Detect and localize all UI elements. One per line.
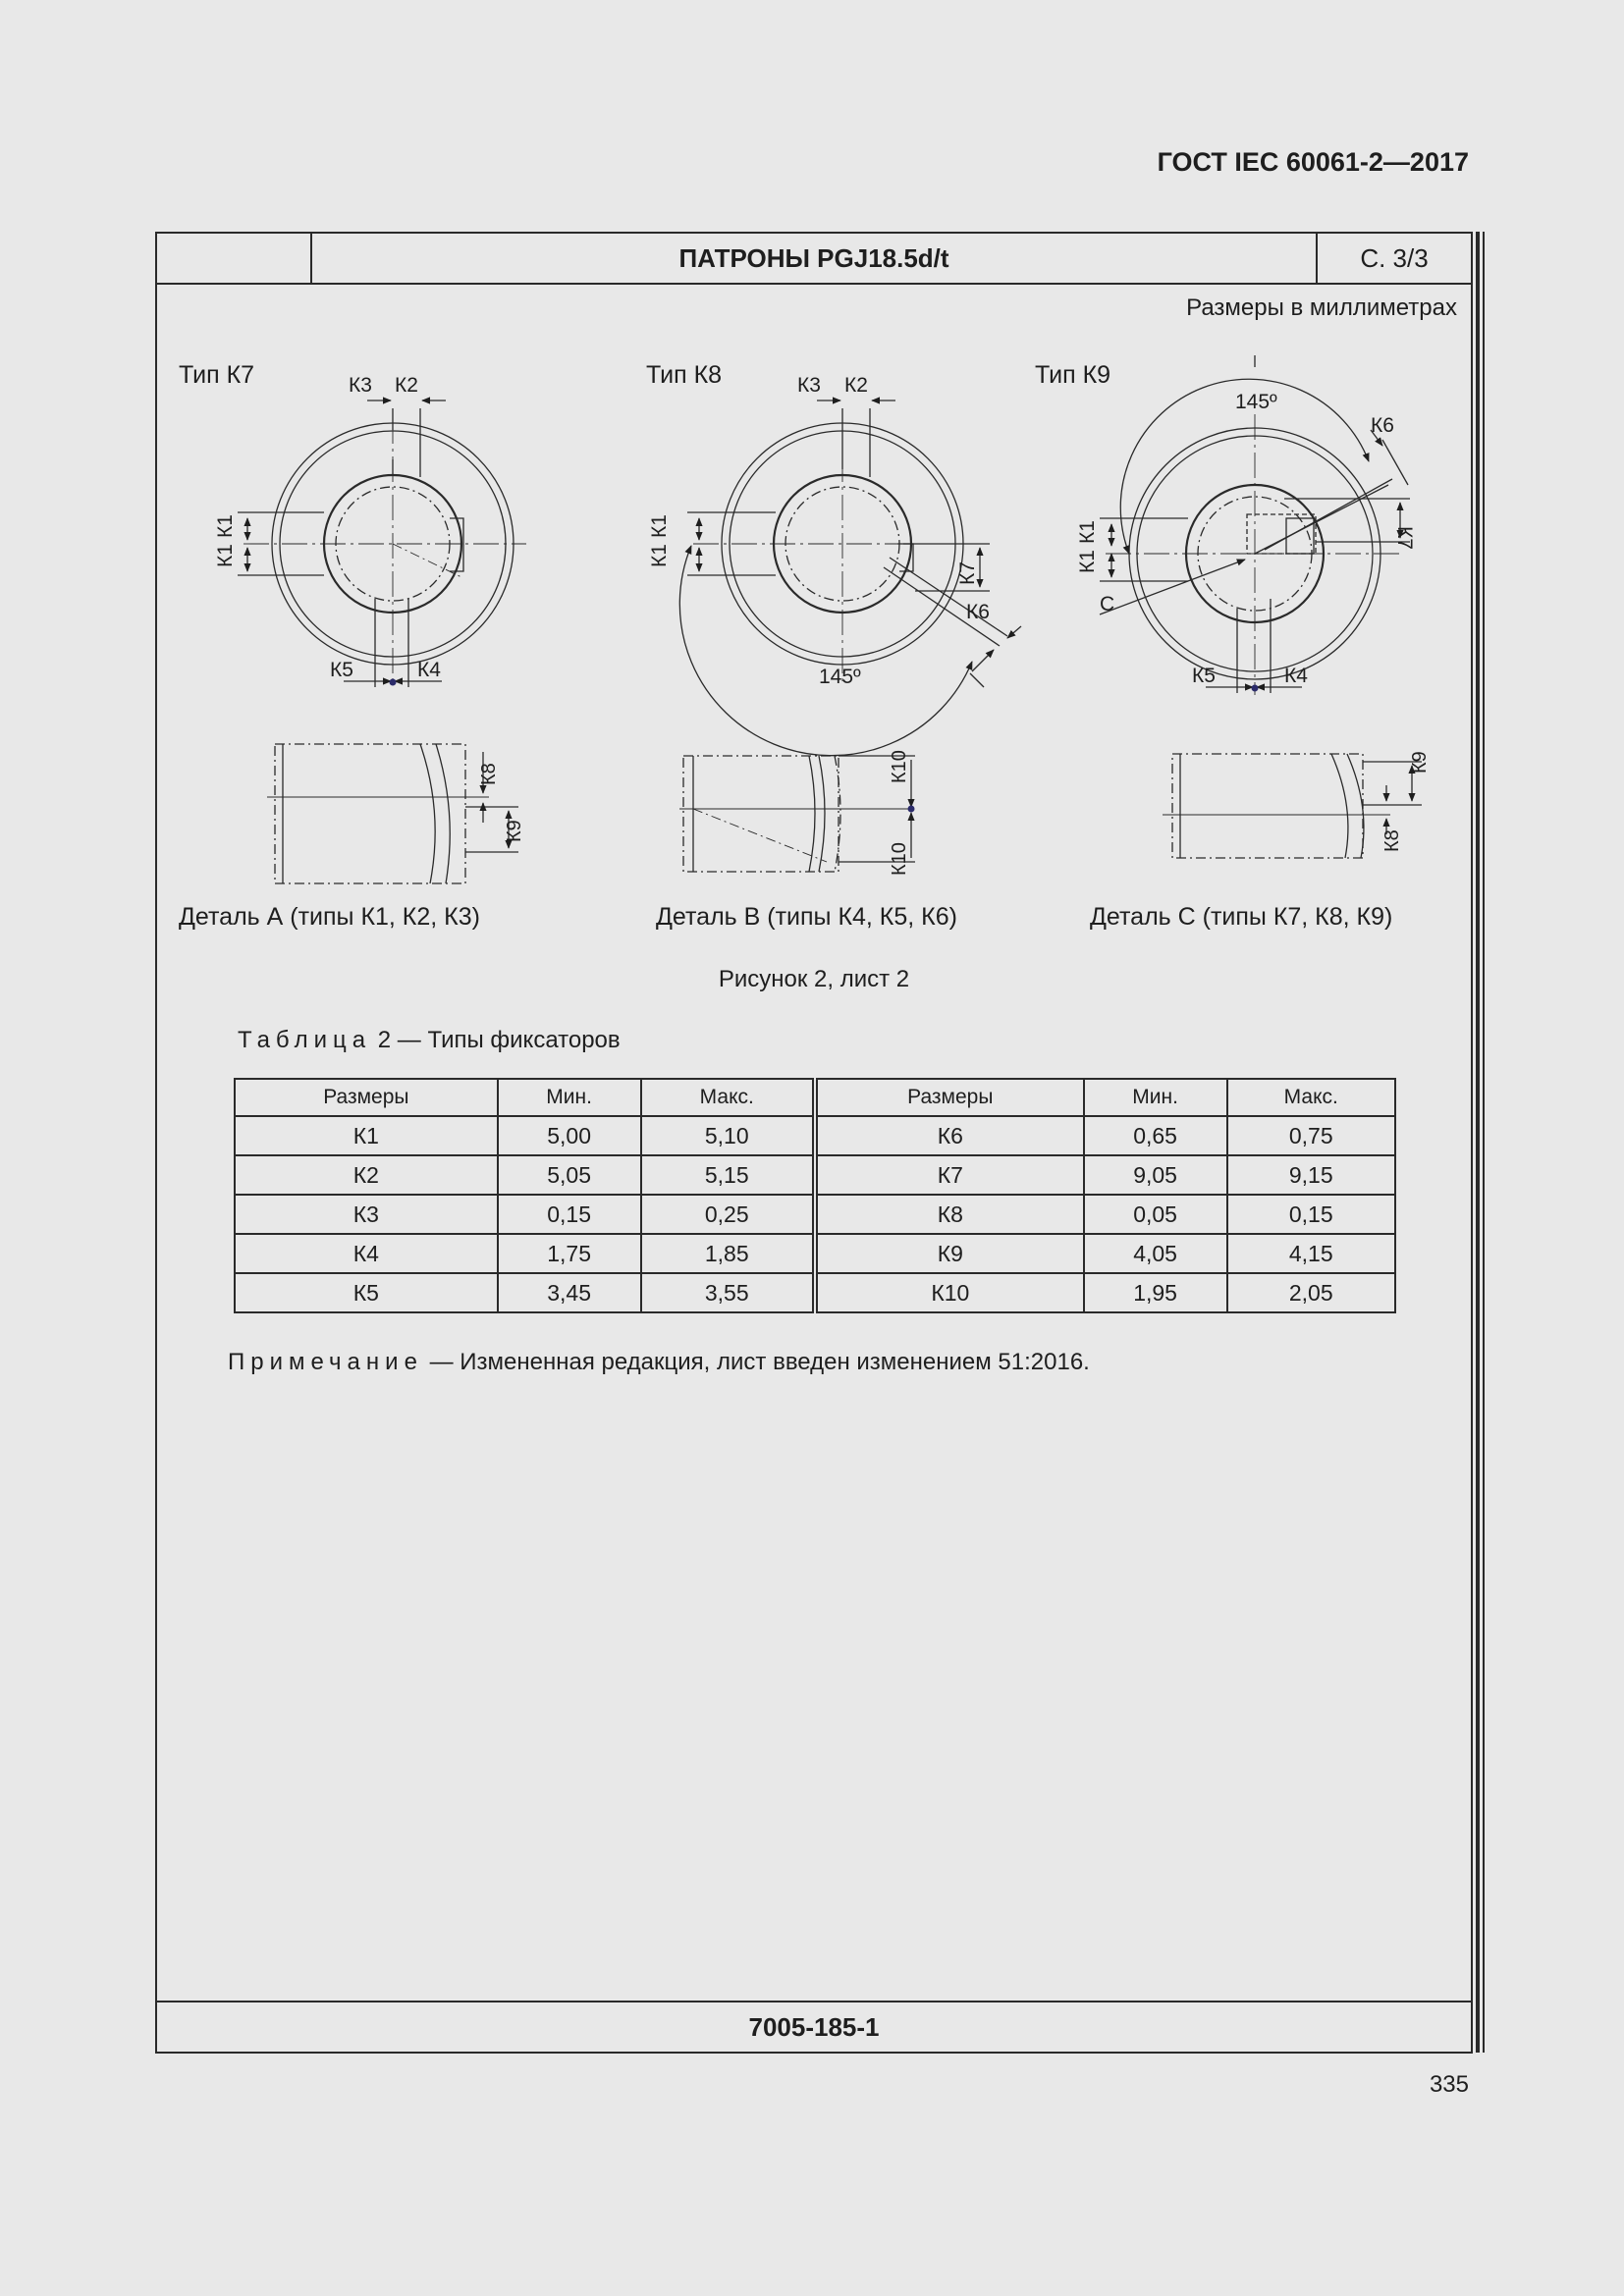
note-dash: —	[429, 1349, 454, 1375]
frame-double-rule	[1476, 232, 1480, 2053]
table-cell: 1,75	[498, 1234, 641, 1273]
dim-k9-angle: 145º	[1235, 391, 1277, 413]
table-caption: 2 — Типы фиксаторов	[377, 1027, 621, 1053]
dim-k9-k6: К6	[1371, 414, 1394, 437]
table-cell: К6	[815, 1116, 1084, 1155]
note-label: Примечание	[228, 1349, 423, 1375]
dim-k7-k4: К4	[417, 659, 441, 681]
table-cell: 5,05	[498, 1155, 641, 1195]
dim-k8-k7: К7	[956, 561, 979, 585]
dim-k8-k2: К2	[844, 374, 868, 397]
page-number: 335	[1429, 2071, 1469, 2098]
dim-k9-k1: К1	[1076, 550, 1099, 573]
table-cell: 0,65	[1084, 1116, 1227, 1155]
table-header-row	[235, 1079, 1395, 1116]
dim-k8-k1b: К1	[648, 514, 671, 538]
table-cell: 0,05	[1084, 1195, 1227, 1234]
dim-k8-angle: 145º	[819, 666, 861, 688]
label-type-k8: Тип К8	[646, 361, 723, 389]
col-header: Размеры	[815, 1079, 1084, 1116]
dim-k9-k5: К5	[1192, 665, 1216, 687]
dim-k9-k7: К7	[1393, 526, 1416, 550]
table-row	[235, 1155, 1395, 1195]
table-row	[235, 1273, 1395, 1312]
drawing-type-k7	[238, 400, 526, 687]
table-cell: К2	[235, 1155, 498, 1195]
dim-detail-c-k8: К8	[1381, 829, 1403, 852]
table-cell: 0,15	[498, 1195, 641, 1234]
table-cell: 2,05	[1227, 1273, 1395, 1312]
col-header: Размеры	[235, 1079, 498, 1116]
dim-k8-k3: К3	[797, 374, 821, 397]
table-cell: 9,15	[1227, 1155, 1395, 1195]
table-cell: 5,10	[641, 1116, 815, 1155]
technical-drawing	[157, 234, 1471, 960]
dim-k7-k5: К5	[330, 659, 353, 681]
standard-code: ГОСТ IEC 60061-2—2017	[1157, 147, 1469, 177]
table-cell: 4,15	[1227, 1234, 1395, 1273]
dim-k9-c: С	[1100, 593, 1115, 615]
table-cell: 1,85	[641, 1234, 815, 1273]
table-cell: 0,25	[641, 1195, 815, 1234]
table-title	[238, 1027, 621, 1054]
table-label: Таблица	[238, 1027, 372, 1053]
dim-k9-k1b: К1	[1076, 520, 1099, 544]
col-header: Мин.	[498, 1079, 641, 1116]
locking-types-table	[234, 1078, 1396, 1313]
table-cell: К4	[235, 1234, 498, 1273]
table-row	[235, 1195, 1395, 1234]
table-cell: К5	[235, 1273, 498, 1312]
dim-k9-k4: К4	[1284, 665, 1308, 687]
sheet-frame	[155, 232, 1473, 2054]
caption-detail-a: Деталь А (типы К1, К2, К3)	[179, 903, 480, 931]
sheet-title: ПАТРОНЫ PGJ18.5d/t	[678, 243, 949, 273]
caption-detail-b: Деталь В (типы К4, К5, К6)	[656, 903, 957, 931]
dim-k8-k6: К6	[966, 601, 990, 623]
dim-k7-k2: К2	[395, 374, 418, 397]
table-cell: 9,05	[1084, 1155, 1227, 1195]
table-cell: 3,55	[641, 1273, 815, 1312]
table-row	[235, 1234, 1395, 1273]
table-cell: К1	[235, 1116, 498, 1155]
dim-detail-a-k8: К8	[478, 763, 500, 785]
dim-detail-c-k9: К9	[1409, 751, 1431, 774]
table-cell: 3,45	[498, 1273, 641, 1312]
units-note: Размеры в миллиметрах	[1186, 294, 1457, 321]
table-cell: 4,05	[1084, 1234, 1227, 1273]
table-cell: К10	[815, 1273, 1084, 1312]
sheet-number: С. 3/3	[1316, 234, 1471, 283]
dim-detail-a-k9: К9	[504, 820, 525, 842]
col-header: Макс.	[641, 1079, 815, 1116]
table-cell: 5,15	[641, 1155, 815, 1195]
dim-k7-k1: К1	[214, 544, 237, 567]
label-type-k9: Тип К9	[1035, 361, 1111, 389]
label-type-k7: Тип К7	[179, 361, 255, 389]
drawing-detail-b	[679, 756, 915, 872]
col-header: Мин.	[1084, 1079, 1227, 1116]
dim-k7-k3: К3	[349, 374, 372, 397]
note-text: Измененная редакция, лист введен изменением 51:2016.	[460, 1349, 1090, 1375]
table-cell: 0,15	[1227, 1195, 1395, 1234]
figure-caption: Рисунок 2, лист 2	[718, 966, 910, 992]
caption-detail-c: Деталь С (типы К7, К8, К9)	[1090, 903, 1393, 931]
frame-double-rule-thin	[1483, 232, 1485, 2053]
note	[228, 1349, 1090, 1376]
table-cell: К8	[815, 1195, 1084, 1234]
table-cell: К7	[815, 1155, 1084, 1195]
table-cell: 0,75	[1227, 1116, 1395, 1155]
dim-detail-b-k10b: К10	[889, 842, 910, 876]
dim-detail-b-k10: К10	[889, 750, 910, 783]
table-cell: 1,95	[1084, 1273, 1227, 1312]
col-header: Макс.	[1227, 1079, 1395, 1116]
table-row	[235, 1116, 1395, 1155]
table-cell: К3	[235, 1195, 498, 1234]
dim-k8-k1: К1	[648, 544, 671, 567]
table-cell: 5,00	[498, 1116, 641, 1155]
dim-k7-k1b: К1	[214, 514, 237, 538]
drawing-code: 7005-185-1	[157, 2001, 1471, 2052]
table-cell: К9	[815, 1234, 1084, 1273]
